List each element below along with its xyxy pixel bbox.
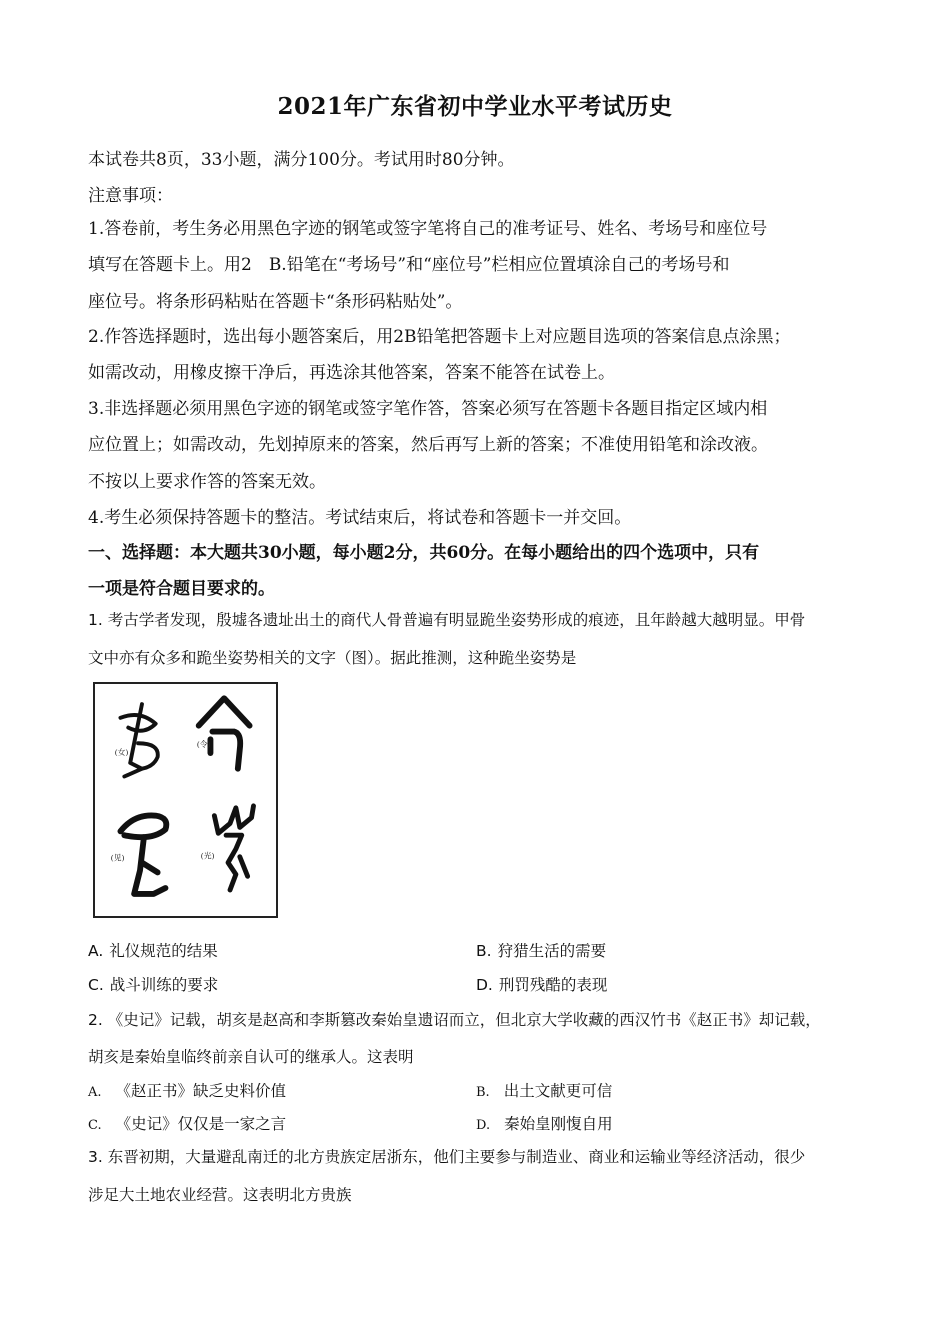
notice-line: 如需改动，用橡皮擦干净后，再选涂其他答案，答案不能答在试卷上。 — [88, 363, 615, 383]
caption-jian: (见) — [110, 853, 125, 863]
question-1-text — [88, 608, 805, 630]
option-label: A. — [88, 1085, 102, 1100]
notice-line: 不按以上要求作答的答案无效。 — [88, 472, 326, 492]
option-label: B. — [476, 1085, 490, 1100]
question-line: 胡亥是秦始皇临终前亲自认可的继承人。这表明 — [88, 1048, 414, 1066]
question-line: 文中亦有众多和跪坐姿势相关的文字（图）。据此推测，这种跪坐姿势是 — [88, 649, 577, 667]
q1-option-b — [476, 939, 606, 961]
q2-option-c — [88, 1112, 286, 1134]
question-number: 2. — [88, 1011, 103, 1029]
oracle-char-ling — [196, 698, 250, 768]
caption-guang: (光) — [200, 851, 215, 861]
question-number: 3. — [88, 1148, 103, 1166]
q1-option-a — [88, 939, 218, 961]
section-heading: 一、选择题：本大题共30小题，每小题2分，共60分。在每小题给出的四个选项中，只有 — [88, 543, 760, 563]
q2-option-a — [88, 1079, 286, 1101]
question-line: 《史记》记载，胡亥是赵高和李斯篡改秦始皇遗诏而立，但北京大学收藏的西汉竹书《赵正书》却记载， — [107, 1011, 821, 1029]
q2-option-d — [476, 1112, 613, 1134]
oracle-char-guang — [214, 806, 253, 890]
question-number: 1. — [88, 611, 103, 629]
caption-nv: (女) — [114, 747, 129, 757]
notice-line: 座位号。将条形码粘贴在答题卡“条形码粘贴处”。 — [88, 292, 463, 312]
section-heading-cont: 一项是符合题目要求的。 — [88, 579, 275, 599]
option-text: 《赵正书》缺乏史料价值 — [115, 1082, 287, 1100]
option-text: 战斗训练的要求 — [109, 976, 219, 994]
q1-option-d — [476, 973, 607, 995]
notice-line: 应位置上；如需改动，先划掉原来的答案，然后再写上新的答案；不准使用铅笔和涂改液。 — [88, 435, 768, 455]
notice-line: 填写在答题卡上。用2 B.铅笔在“考场号”和“座位号”栏相应位置填涂自己的考场号和 — [88, 255, 730, 275]
notice-heading: 注意事项： — [88, 186, 173, 206]
option-label: A. — [88, 942, 104, 960]
notice-line: 1.答卷前，考生务必用黑色字迹的钢笔或签字笔将自己的准考证号、姓名、考场号和座位号 — [88, 219, 768, 239]
option-text: 出土文献更可信 — [503, 1082, 613, 1100]
question-2-text — [88, 1008, 821, 1030]
option-label: D. — [476, 976, 493, 994]
notice-line: 2.作答选择题时，选出每小题答案后，用2B铅笔把答题卡上对应题目选项的答案信息点涂黑； — [88, 327, 791, 347]
caption-ling: (令) — [196, 740, 211, 750]
option-label: C. — [88, 1118, 102, 1133]
option-label: B. — [476, 942, 492, 960]
oracle-bone-figure — [93, 682, 278, 918]
option-text: 礼仪规范的结果 — [109, 942, 218, 960]
question-line: 考古学者发现，殷墟各遗址出土的商代人骨普遍有明显跪坐姿势形成的痕迹，且年龄越大越明显。甲骨 — [107, 611, 806, 629]
option-text: 秦始皇刚愎自用 — [504, 1115, 613, 1133]
option-label: D. — [476, 1118, 491, 1133]
page-title: 2021年广东省初中学业水平考试历史 — [277, 93, 673, 120]
exam-summary: 本试卷共8页，33小题，满分100分。考试用时80分钟。 — [88, 150, 515, 170]
q2-option-b — [476, 1079, 612, 1101]
question-3-text — [88, 1145, 805, 1167]
option-text: 狩猎生活的需要 — [497, 942, 607, 960]
question-line: 东晋初期，大量避乱南迁的北方贵族定居浙东，他们主要参与制造业、商业和运输业等经济活动，很少 — [107, 1148, 806, 1166]
option-text: 《史记》仅仅是一家之言 — [115, 1115, 287, 1133]
oracle-char-nv — [120, 704, 157, 776]
notice-line: 4.考生必须保持答题卡的整洁。考试结束后，将试卷和答题卡一并交回。 — [88, 508, 632, 528]
question-line: 涉足大土地农业经营。这表明北方贵族 — [88, 1186, 352, 1204]
notice-line: 3.非选择题必须用黑色字迹的钢笔或签字笔作答，答案必须写在答题卡各题目指定区域内相 — [88, 399, 768, 419]
oracle-bone-characters — [95, 684, 276, 916]
q1-option-c — [88, 973, 218, 995]
oracle-char-jian — [120, 815, 166, 893]
option-label: C. — [88, 976, 104, 994]
option-text: 刑罚残酷的表现 — [498, 976, 608, 994]
